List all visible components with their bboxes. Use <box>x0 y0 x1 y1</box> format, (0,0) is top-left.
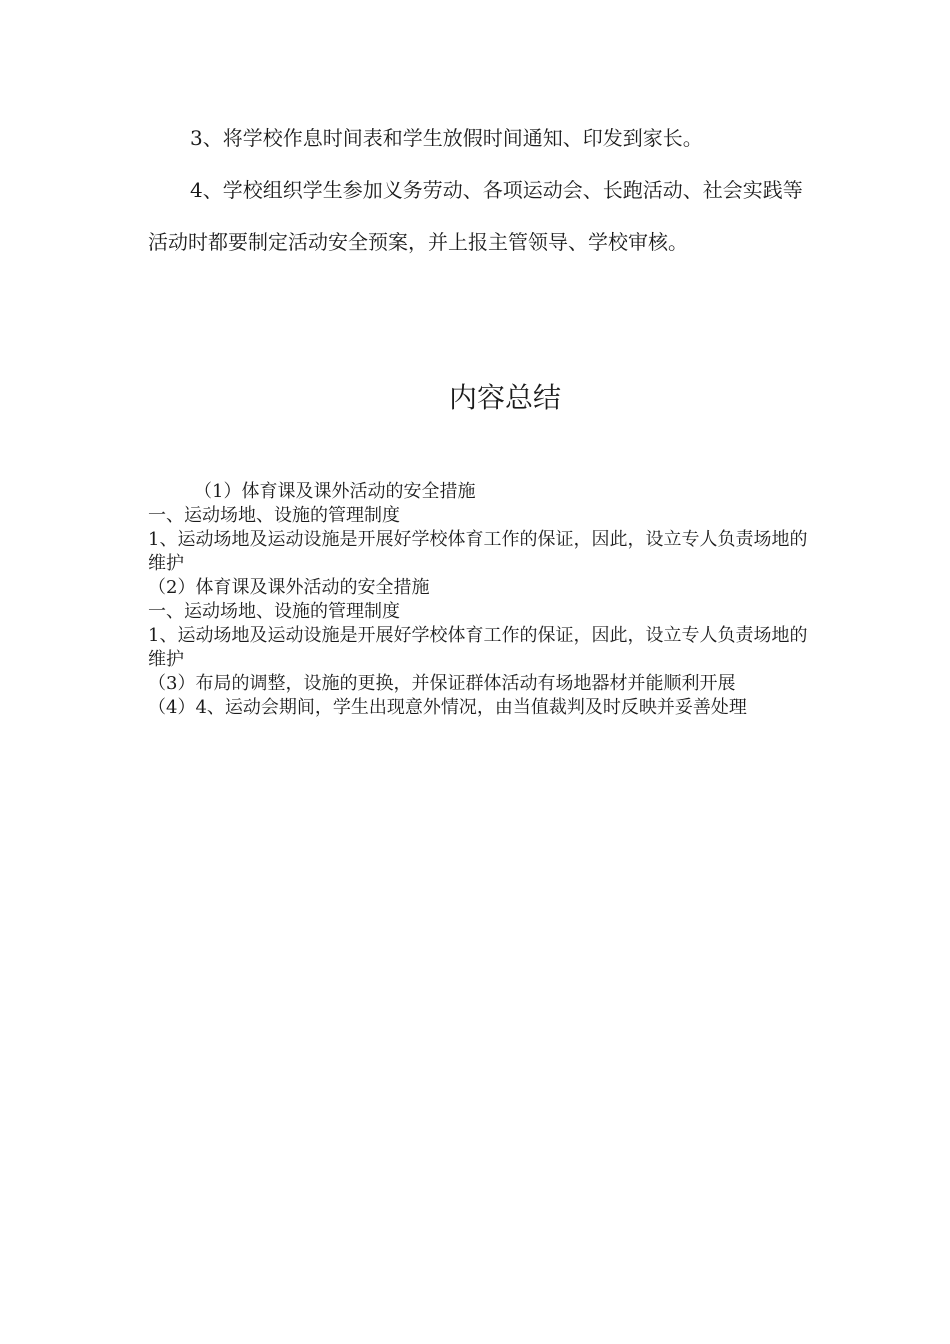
summary-line: （1）体育课及课外活动的安全措施 <box>194 481 476 502</box>
summary-section <box>148 480 808 720</box>
paragraph-4: 4、学校组织学生参加义务劳动、各项运动会、长跑活动、社会实践等活动时都要制定活动安全预案，并上报主管领导、学校审核。 <box>148 178 803 254</box>
summary-line: （4）4、运动会期间，学生出现意外情况，由当值裁判及时反映并妥善处理 <box>148 697 747 718</box>
summary-line: （2）体育课及课外活动的安全措施 <box>148 577 430 598</box>
summary-title: 内容总结 <box>448 381 561 414</box>
summary-line: （3）布局的调整，设施的更换，并保证群体活动有场地器材并能顺利开展 <box>148 673 736 694</box>
summary-line: 1、运动场地及运动设施是开展好学校体育工作的保证，因此，设立专人负责场地的维护 <box>148 529 808 574</box>
summary-line: 1、运动场地及运动设施是开展好学校体育工作的保证，因此，设立专人负责场地的维护 <box>148 625 808 670</box>
paragraph-3: 3、将学校作息时间表和学生放假时间通知、印发到家长。 <box>190 126 703 150</box>
summary-line: 一、运动场地、设施的管理制度 <box>148 601 400 622</box>
summary-line: 一、运动场地、设施的管理制度 <box>148 505 400 526</box>
